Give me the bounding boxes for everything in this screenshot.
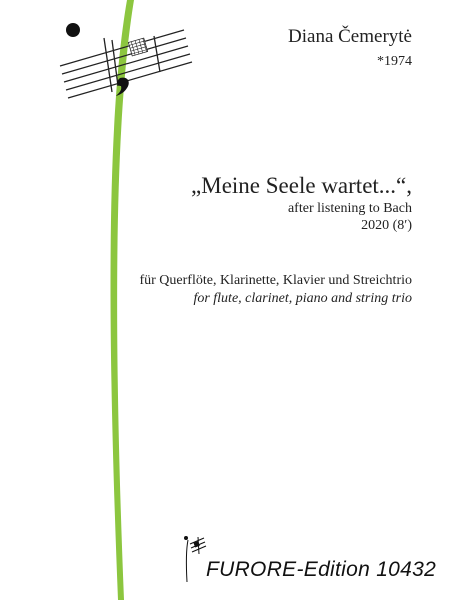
instrumentation-german: für Querflöte, Klarinette, Klavier und Streichtrio <box>139 273 412 288</box>
note-dot <box>66 23 80 37</box>
publisher-imprint <box>180 534 436 584</box>
title-block <box>191 172 412 235</box>
work-year-duration: 2020 (8′) <box>361 218 412 233</box>
instrumentation-english: for flute, clarinet, piano and string trio <box>193 291 412 306</box>
composer-years: *1974 <box>377 54 412 69</box>
hatched-note <box>128 38 147 56</box>
work-subtitle: after listening to Bach <box>287 201 412 216</box>
composer-name: Diana Čemerytė <box>288 26 412 47</box>
publisher-label: FURORE-Edition 10432 <box>206 558 437 581</box>
instrumentation-block <box>139 272 412 308</box>
furore-logo-icon <box>180 534 208 584</box>
work-title: „Meine Seele wartet...“, <box>191 173 412 198</box>
